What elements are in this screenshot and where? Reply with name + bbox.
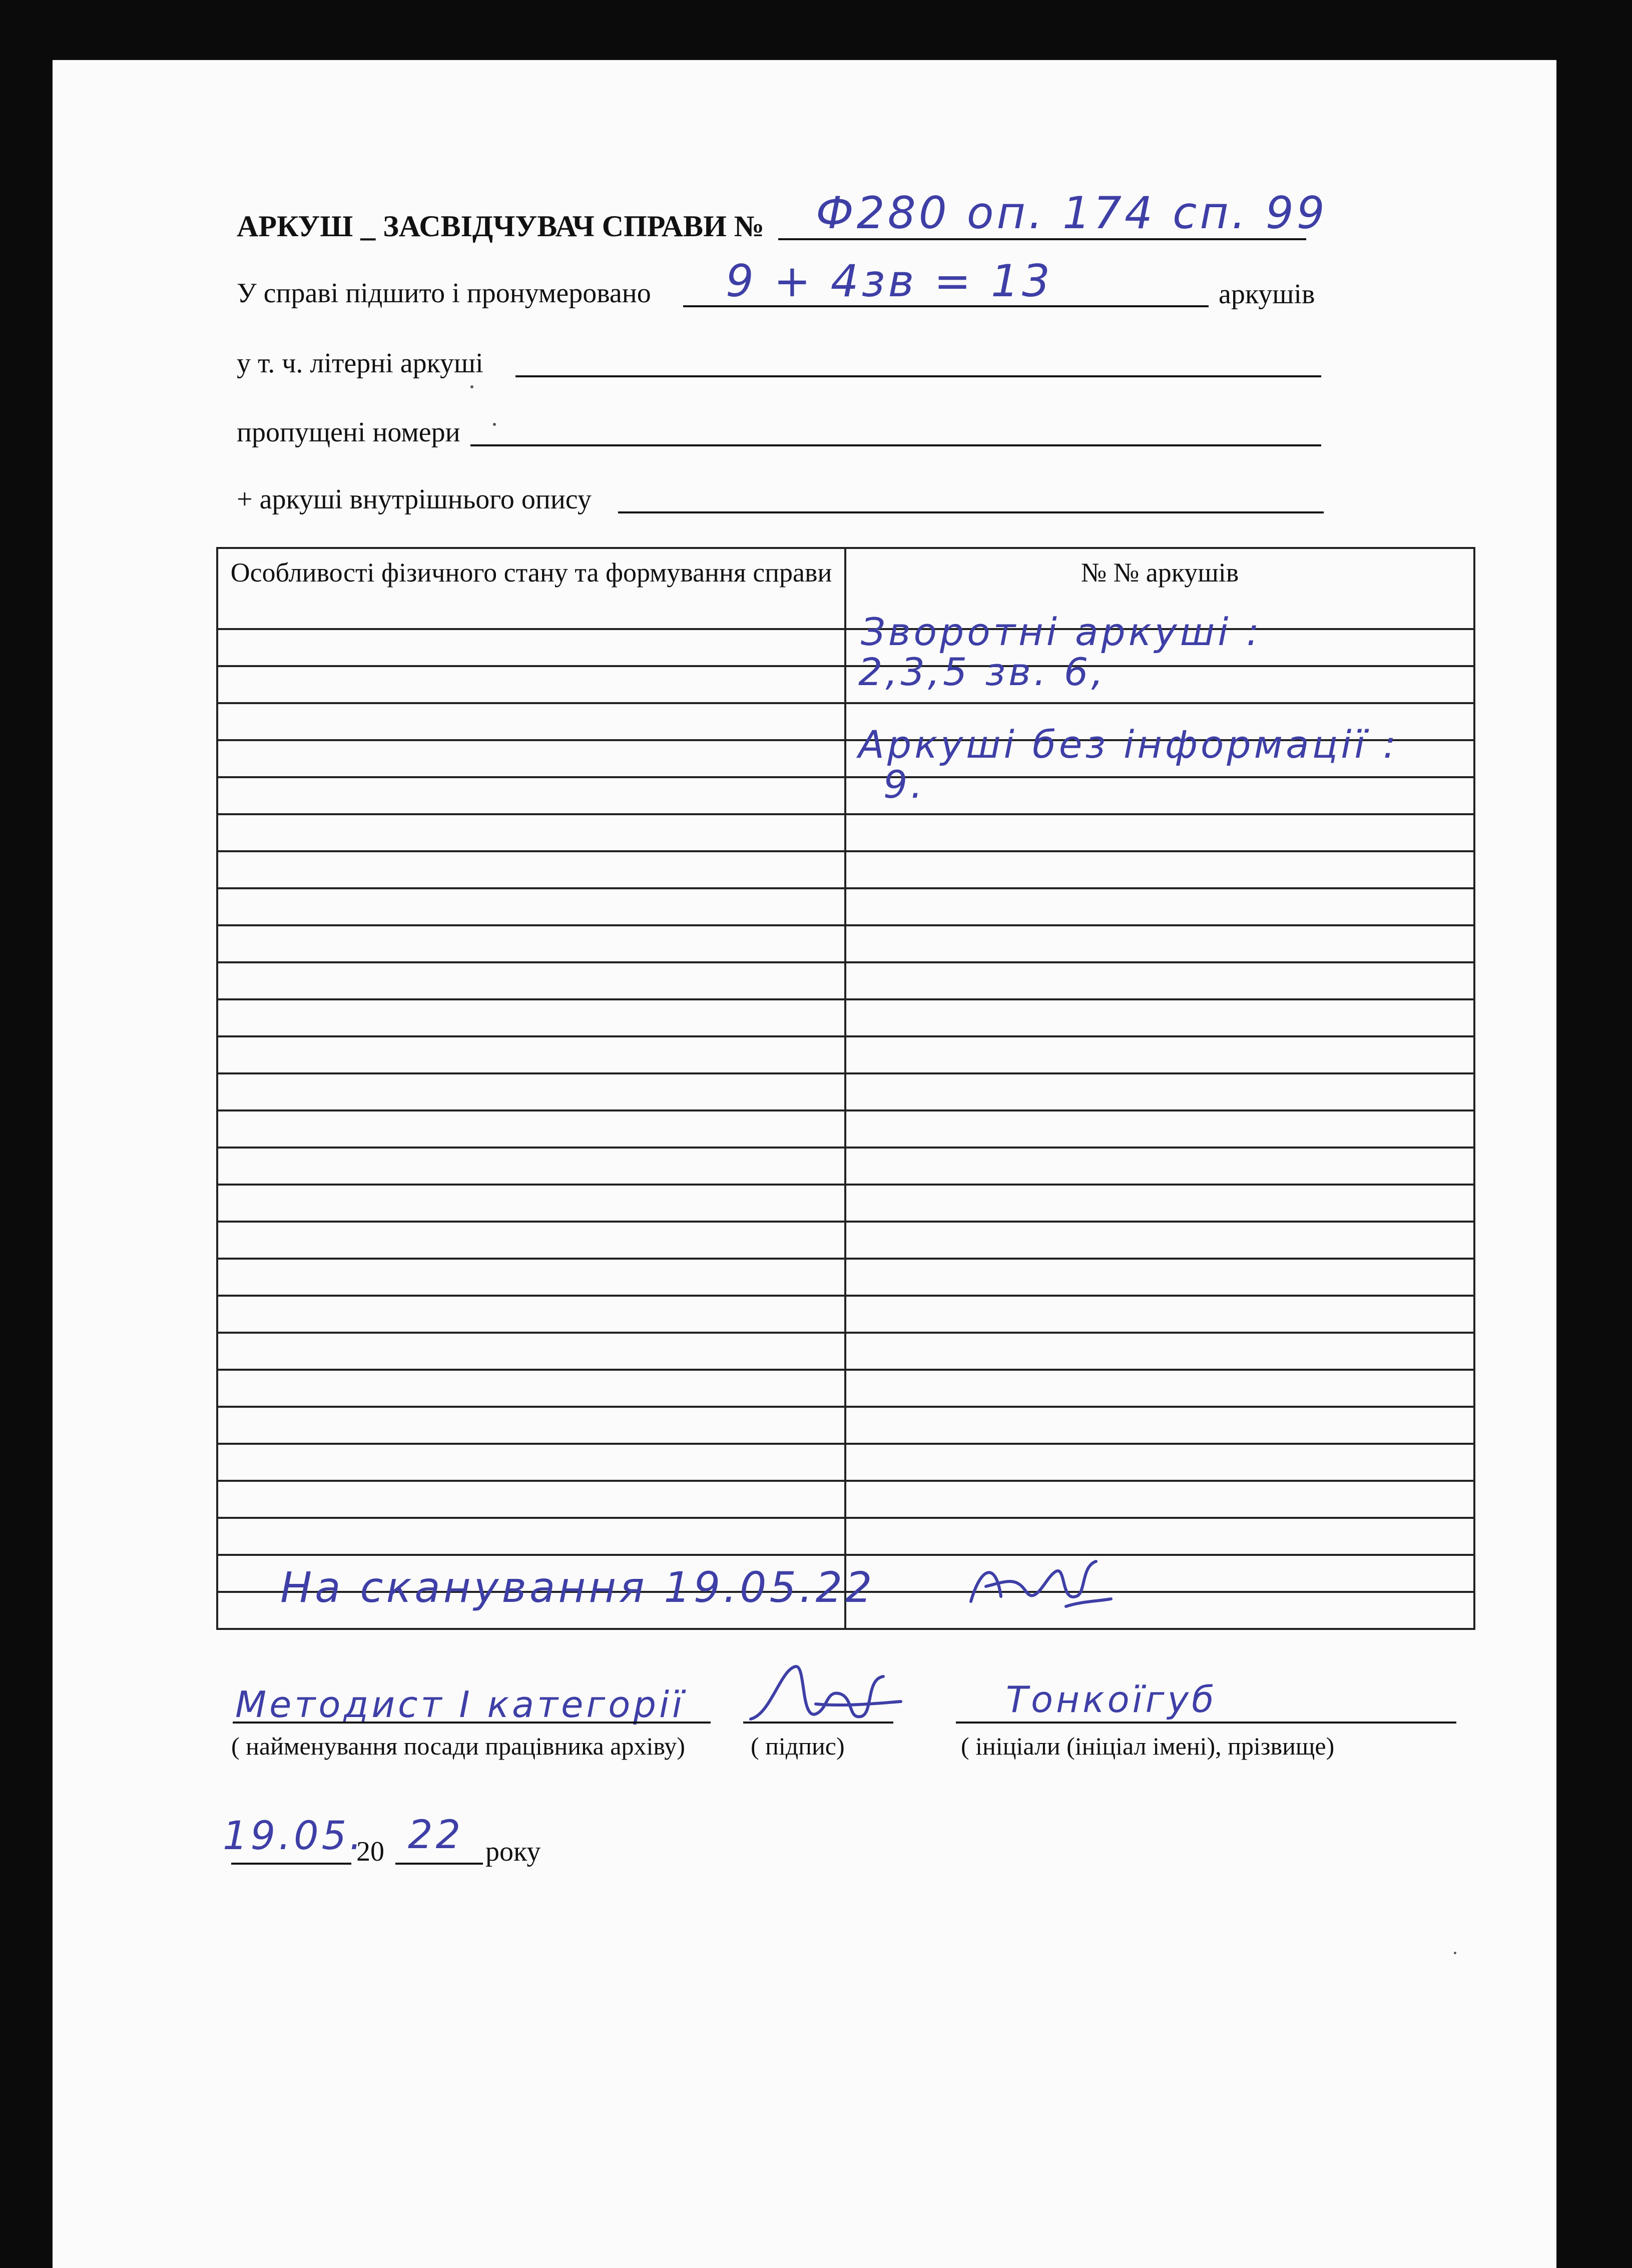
physical-state-table	[216, 547, 1475, 1630]
page-numbers-cell	[845, 1185, 1474, 1222]
scan-note-initials-signature	[966, 1546, 1116, 1616]
physical-state-cell	[217, 1185, 845, 1222]
physical-state-cell	[217, 1222, 845, 1259]
physical-state-cell	[217, 999, 845, 1036]
dust-speck	[470, 385, 473, 388]
signature-underline	[743, 1722, 893, 1724]
scan-note: На сканування 19.05.22	[280, 1563, 875, 1612]
dust-speck	[1454, 1952, 1456, 1954]
page-numbers-cell	[845, 777, 1474, 814]
name-caption: ( ініціали (ініціал імені), прізвище)	[961, 1732, 1335, 1760]
table-row	[217, 1296, 1474, 1333]
physical-state-cell	[217, 1407, 845, 1444]
page-numbers-cell	[845, 1481, 1474, 1518]
letter-pages-label: у т. ч. літерні аркуші	[237, 348, 483, 379]
reverse-pages-note: Зворотні аркуші :	[861, 610, 1263, 654]
physical-state-cell	[217, 1333, 845, 1370]
table-row	[217, 925, 1474, 962]
physical-state-cell	[217, 1444, 845, 1481]
table-row	[217, 777, 1474, 814]
date-word: року	[485, 1836, 541, 1867]
table-row	[217, 1148, 1474, 1185]
page-numbers-cell	[845, 1333, 1474, 1370]
position-underline	[233, 1722, 711, 1724]
date-day-month: 19.05.	[223, 1814, 365, 1859]
table-row	[217, 629, 1474, 666]
table-row	[217, 962, 1474, 999]
page-numbers-cell	[845, 1110, 1474, 1148]
table-row	[217, 1333, 1474, 1370]
letter-pages-underline	[515, 375, 1321, 377]
date-day-underline	[231, 1863, 351, 1865]
table-row	[217, 814, 1474, 851]
page-numbers-cell	[845, 962, 1474, 999]
table-row	[217, 1110, 1474, 1148]
signature-caption: ( підпис)	[751, 1732, 845, 1760]
physical-state-cell	[217, 740, 845, 777]
physical-state-cell	[217, 1259, 845, 1296]
missing-numbers-label: пропущені номери	[237, 417, 460, 448]
blank-pages-note: Аркуші без інформації :	[858, 722, 1399, 767]
physical-state-cell	[217, 1148, 845, 1185]
date-year-underline	[395, 1863, 483, 1865]
physical-state-cell	[217, 1518, 845, 1555]
form-title: АРКУШ _ ЗАСВІДЧУВАЧ СПРАВИ №	[237, 210, 765, 243]
physical-state-cell	[217, 851, 845, 888]
physical-state-cell	[217, 925, 845, 962]
table-row	[217, 1185, 1474, 1222]
table-header-row	[217, 548, 1474, 629]
physical-state-cell	[217, 1296, 845, 1333]
sewn-pages-handwritten: 9 + 4зв = 13	[726, 255, 1053, 307]
missing-numbers-underline	[470, 444, 1321, 446]
physical-state-cell	[217, 777, 845, 814]
page-numbers-cell	[845, 888, 1474, 925]
page-numbers-cell	[845, 1444, 1474, 1481]
page-numbers-cell	[845, 1592, 1474, 1629]
position-handwritten: Методист І категорії	[235, 1683, 685, 1726]
page-numbers-cell	[845, 1259, 1474, 1296]
table-body	[217, 629, 1474, 1629]
page-numbers-cell	[845, 814, 1474, 851]
page-numbers-cell	[845, 1518, 1474, 1555]
table-row	[217, 1073, 1474, 1110]
physical-state-cell	[217, 629, 845, 666]
physical-state-cell	[217, 888, 845, 925]
internal-inventory-label: + аркуші внутрішнього опису	[237, 484, 592, 515]
page-numbers-cell	[845, 1407, 1474, 1444]
physical-state-cell	[217, 814, 845, 851]
physical-state-cell	[217, 1036, 845, 1073]
reverse-pages-list: 2,3,5 зв. 6,	[858, 650, 1107, 694]
date-year-suffix: 22	[408, 1813, 464, 1858]
internal-inventory-underline	[618, 511, 1324, 513]
page-numbers-cell	[845, 1222, 1474, 1259]
blank-pages-list: 9.	[883, 762, 926, 807]
table-row	[217, 999, 1474, 1036]
physical-state-cell	[217, 1110, 845, 1148]
table-row	[217, 1481, 1474, 1518]
physical-state-cell	[217, 1370, 845, 1407]
physical-state-cell	[217, 703, 845, 740]
page-numbers-cell	[845, 1073, 1474, 1110]
page-numbers-cell	[845, 1555, 1474, 1592]
page-numbers-cell	[845, 1296, 1474, 1333]
case-number-handwritten: Ф280 оп. 174 сп. 99	[816, 187, 1328, 239]
table-row	[217, 1370, 1474, 1407]
table-row	[217, 1259, 1474, 1296]
table-row	[217, 1036, 1474, 1073]
page-numbers-cell	[845, 999, 1474, 1036]
table-row	[217, 1518, 1474, 1555]
table-row	[217, 888, 1474, 925]
physical-state-cell	[217, 1073, 845, 1110]
table-row	[217, 666, 1474, 703]
page-numbers-cell	[845, 1370, 1474, 1407]
page-numbers-cell	[845, 925, 1474, 962]
sewn-pages-label: У справі підшито і пронумеровано	[237, 278, 651, 309]
position-caption: ( найменування посади працівника архіву)	[231, 1732, 685, 1760]
page-numbers-cell	[845, 1148, 1474, 1185]
sewn-pages-suffix: аркушів	[1219, 279, 1315, 310]
table-row	[217, 1407, 1474, 1444]
date-year-prefix: 20	[356, 1836, 384, 1867]
page-numbers-cell	[845, 851, 1474, 888]
table-row	[217, 1444, 1474, 1481]
col-header-page-numbers: № № аркушів	[845, 548, 1474, 629]
physical-state-cell	[217, 962, 845, 999]
dust-speck	[493, 423, 496, 426]
name-handwritten: Тонкоїгуб	[1006, 1678, 1217, 1721]
table-row	[217, 1222, 1474, 1259]
physical-state-cell	[217, 1481, 845, 1518]
physical-state-cell	[217, 666, 845, 703]
name-underline	[956, 1722, 1456, 1724]
col-header-physical-state: Особливості фізичного стану та формування справи	[217, 548, 845, 629]
table-row	[217, 851, 1474, 888]
page-numbers-cell	[845, 1036, 1474, 1073]
